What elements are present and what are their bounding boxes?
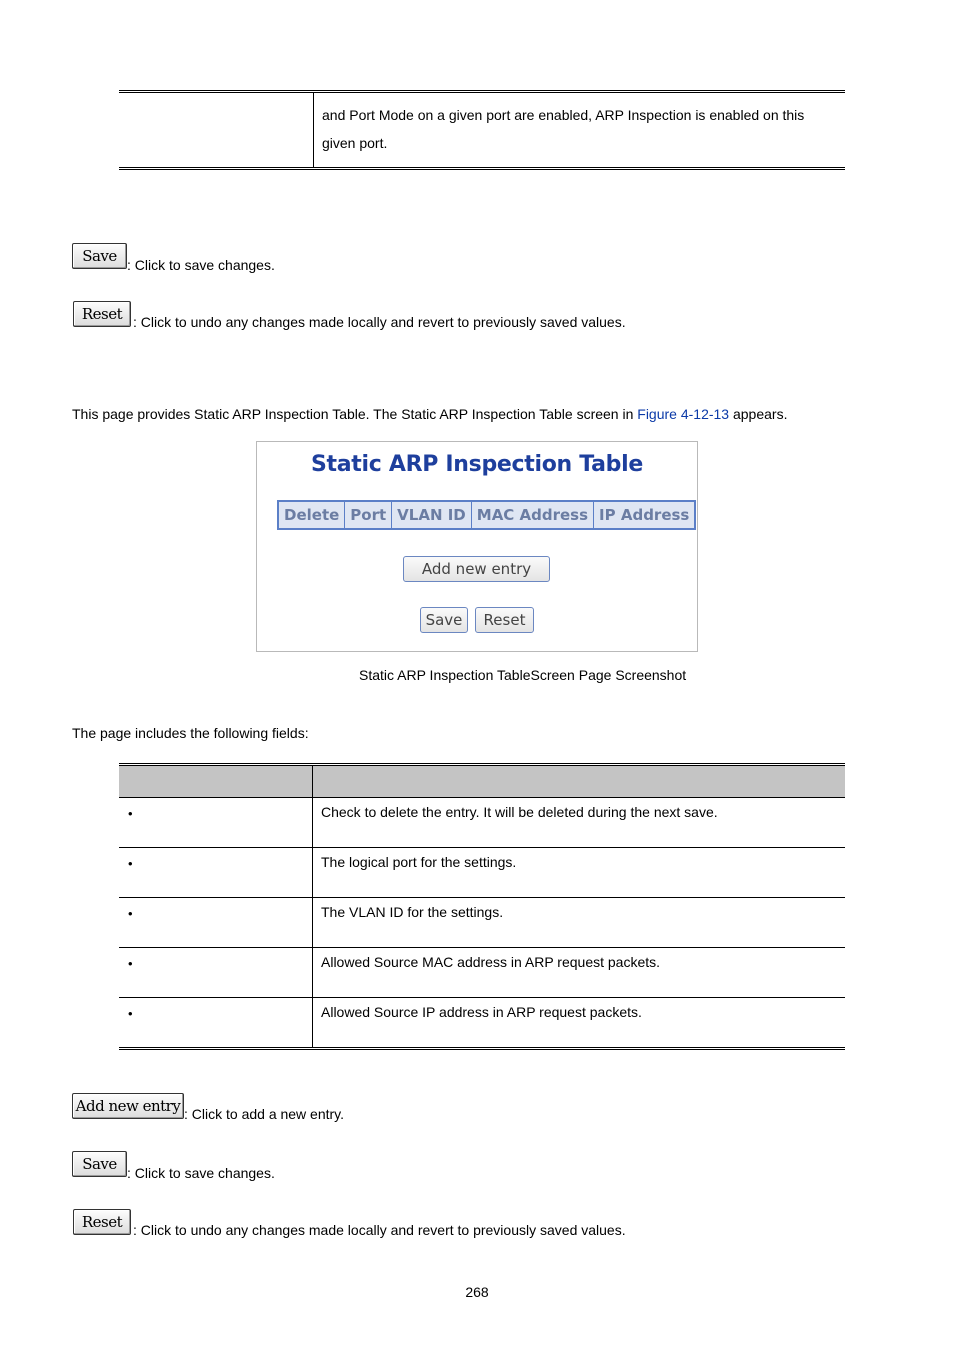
parameter-table-continuation — [119, 90, 845, 170]
reset-button-bottom[interactable]: Reset — [73, 1209, 131, 1235]
column-vlan-id: VLAN ID — [392, 502, 472, 528]
reset-button-bottom-description: : Click to undo any changes made locally and revert to previously saved values. — [133, 1222, 626, 1238]
save-button-bottom[interactable]: Save — [72, 1151, 127, 1177]
save-button[interactable]: Save — [72, 243, 127, 269]
static-arp-screenshot — [256, 441, 698, 652]
fields-table-header — [119, 765, 845, 798]
column-delete: Delete — [279, 502, 345, 528]
figure-link[interactable]: Figure 4-12-13 — [637, 406, 730, 422]
header-description — [313, 765, 846, 798]
table-row — [119, 898, 845, 948]
column-divider — [313, 93, 314, 167]
save-button-description: : Click to save changes. — [127, 257, 275, 273]
screenshot-save-button[interactable]: Save — [420, 607, 468, 633]
header-object — [119, 765, 313, 798]
screenshot-reset-button[interactable]: Reset — [475, 607, 534, 633]
intro-text-end: appears. — [729, 406, 788, 422]
field-description: The VLAN ID for the settings. — [313, 898, 846, 948]
save-button-bottom-description: : Click to save changes. — [127, 1165, 275, 1181]
reset-button[interactable]: Reset — [73, 301, 131, 327]
bullet: • — [128, 856, 133, 871]
figure-caption: Static ARP Inspection TableScreen Page Screenshot — [359, 667, 687, 683]
column-mac-address: MAC Address — [472, 502, 594, 528]
field-description: Allowed Source IP address in ARP request packets. — [313, 998, 846, 1049]
table-row — [119, 998, 845, 1049]
fields-intro: The page includes the following fields: — [72, 725, 309, 741]
table-row — [119, 948, 845, 998]
field-description: Check to delete the entry. It will be deleted during the next save. — [313, 798, 846, 848]
bullet: • — [128, 956, 133, 971]
add-new-entry-button[interactable]: Add new entry — [403, 556, 550, 582]
column-ip-address: IP Address — [599, 506, 690, 524]
bullet: • — [128, 1006, 133, 1021]
add-new-entry-description: : Click to add a new entry. — [184, 1106, 345, 1122]
table-row — [119, 798, 845, 848]
column-port: Port — [345, 502, 392, 528]
field-description: Allowed Source MAC address in ARP request packets. — [313, 948, 846, 998]
bullet: • — [128, 806, 133, 821]
table-row — [119, 848, 845, 898]
field-description: The logical port for the settings. — [313, 848, 846, 898]
bullet: • — [128, 906, 133, 921]
parameter-description: and Port Mode on a given port are enabled, ARP Inspection is enabled on this given port. — [322, 107, 805, 151]
page-number: 268 — [465, 1284, 489, 1300]
intro-text: This page provides Static ARP Inspection Table. The Static ARP Inspection Table screen in — [72, 406, 638, 422]
intro-paragraph — [72, 406, 787, 422]
entries-table-header — [277, 500, 696, 530]
add-new-entry-doc-button[interactable]: Add new entry — [72, 1093, 184, 1119]
reset-button-description: : Click to undo any changes made locally and revert to previously saved values. — [133, 314, 626, 330]
fields-table — [119, 763, 845, 1050]
screenshot-title: Static ARP Inspection Table — [311, 452, 643, 477]
